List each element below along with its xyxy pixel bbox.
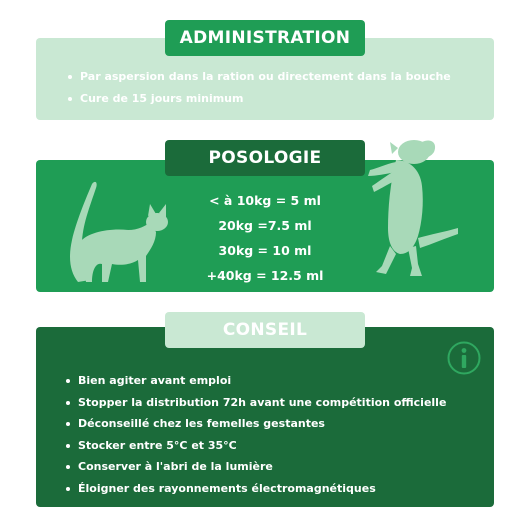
dosage-item: < à 10kg = 5 ml bbox=[209, 193, 321, 208]
list-item: Cure de 15 jours minimum bbox=[68, 88, 451, 110]
list-item: Par aspersion dans la ration ou directement dans la bouche bbox=[68, 66, 451, 88]
list-item: Conserver à l'abri de la lumière bbox=[66, 456, 446, 478]
list-item: Stocker entre 5°C et 35°C bbox=[66, 435, 446, 457]
posologie-title: POSOLOGIE bbox=[165, 140, 365, 176]
list-item: Stopper la distribution 72h avant une compétition officielle bbox=[66, 392, 446, 414]
dosage-item: 30kg = 10 ml bbox=[218, 243, 312, 258]
conseil-list bbox=[66, 370, 446, 499]
administration-list bbox=[68, 66, 451, 110]
conseil-title: CONSEIL bbox=[165, 312, 365, 348]
list-item: Bien agiter avant emploi bbox=[66, 370, 446, 392]
info-icon bbox=[446, 340, 482, 376]
administration-title: ADMINISTRATION bbox=[165, 20, 365, 56]
dosage-item: +40kg = 12.5 ml bbox=[206, 268, 324, 283]
dog-silhouette-icon bbox=[356, 138, 460, 280]
cat-silhouette-icon bbox=[62, 180, 172, 284]
dosage-item: 20kg =7.5 ml bbox=[218, 218, 312, 233]
dosage-list bbox=[190, 188, 340, 288]
list-item: Éloigner des rayonnements électromagnétiques bbox=[66, 478, 446, 500]
list-item: Déconseillé chez les femelles gestantes bbox=[66, 413, 446, 435]
